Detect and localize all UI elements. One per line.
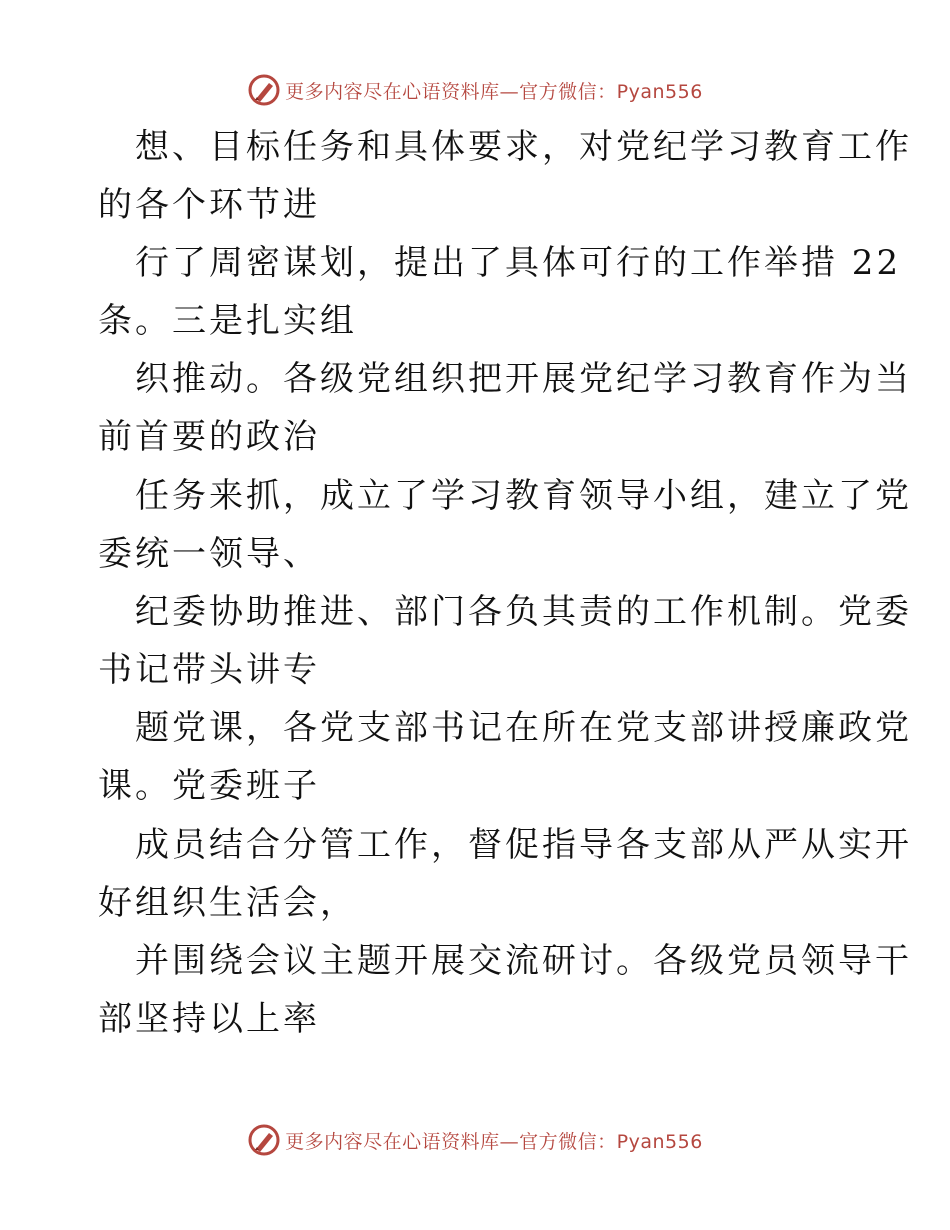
banner-account: Pyan556 — [616, 80, 703, 103]
text-line: 行了周密谋划，提出了具体可行的工作举措 22 — [135, 243, 902, 283]
text-line: 好组织生活会， — [98, 883, 357, 923]
text-line: 的各个环节进 — [98, 185, 320, 225]
text-line: 课。党委班子 — [98, 766, 320, 806]
text-line: 纪委协助推进、部门各负其责的工作机制。党委 — [135, 592, 912, 632]
text-line: 条。三是扎实组 — [98, 301, 357, 341]
pen-circle-logo-icon — [247, 73, 281, 107]
text-line: 织推动。各级党组织把开展党纪学习教育作为当 — [135, 359, 912, 399]
footer-watermark-banner — [0, 1120, 950, 1160]
text-line: 前首要的政治 — [98, 417, 320, 457]
banner-site-text: 更多内容尽在心语资料库—官方微信： — [285, 80, 617, 103]
text-line: 任务来抓，成立了学习教育领导小组，建立了党 — [135, 476, 912, 516]
text-line: 想、目标任务和具体要求，对党纪学习教育工作 — [135, 127, 912, 167]
text-line: 书记带头讲专 — [98, 650, 320, 690]
pen-circle-logo-icon — [247, 1123, 281, 1157]
text-line: 并围绕会议主题开展交流研讨。各级党员领导干 — [135, 941, 912, 981]
header-watermark-banner — [0, 70, 950, 110]
text-line: 部坚持以上率 — [98, 999, 320, 1039]
text-line: 委统一领导、 — [98, 534, 320, 574]
banner-account: Pyan556 — [616, 1130, 703, 1153]
banner-site-text: 更多内容尽在心语资料库—官方微信： — [285, 1130, 617, 1153]
text-line: 题党课，各党支部书记在所在党支部讲授廉政党 — [135, 708, 912, 748]
text-line: 成员结合分管工作，督促指导各支部从严从实开 — [135, 825, 912, 865]
